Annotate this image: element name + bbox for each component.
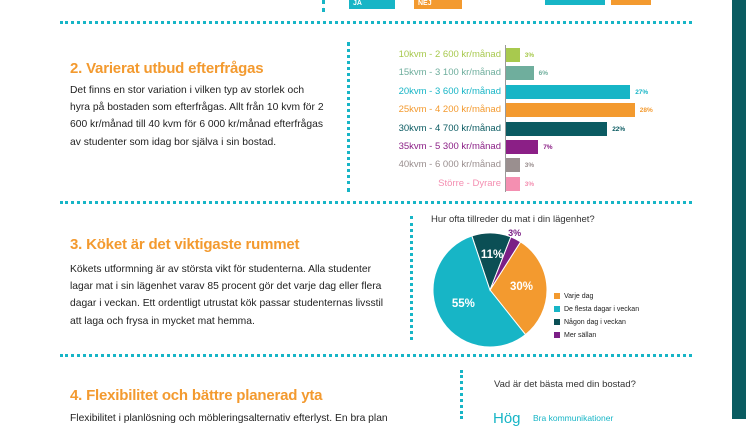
section-3-body: Kökets utformning är av största vikt för studenterna. Alla studenter lagar mat i sin lägenhet varav 85 procent gör det varje dag eller flera dagar i veckan. Ett ordentligt utrustat kök passar studenternas livsstil att laga och frysa in mycket mat hemma.	[70, 264, 384, 327]
bar	[506, 103, 635, 117]
legend-label: Någon dag i veckan	[564, 319, 626, 326]
section-3-heading: 3. Köket är det viktigaste rummet	[70, 236, 300, 253]
legend-item	[554, 306, 639, 313]
bar	[506, 158, 520, 172]
bar-value-label: 3%	[524, 180, 535, 188]
section-2-body: Det finns en stor variation i vilken typ av storlek och hyra på bostaden som efterfrågas. Allt från 10 kvm för 2 600 kr/månad till 40 kvm för 6 000 kr/månad efterfrågas av studenter som idag bor själva i sin bostad.	[70, 85, 324, 148]
word-cloud-communications: Bra kommunikationer	[533, 413, 614, 423]
section-4-heading: 4. Flexibilitet och bättre planerad yta	[70, 387, 323, 404]
pie-slice-label: 30%	[509, 281, 533, 294]
no-chip: NEJ	[414, 0, 462, 9]
bar-label: 30kvm - 4 700 kr/månad	[398, 122, 501, 134]
bar	[506, 48, 520, 62]
bar-label: Större - Dyrare	[438, 177, 501, 189]
legend-label: De flesta dagar i veckan	[564, 306, 640, 313]
legend-swatch	[554, 306, 560, 312]
bar-label: 40kvm - 6 000 kr/månad	[398, 159, 501, 171]
bar	[506, 66, 534, 80]
top-divider-vertical	[322, 0, 325, 12]
legend-label: Varje dag	[564, 293, 594, 300]
bar-value-label: 3%	[524, 162, 535, 170]
word-cloud-hog: Hög	[493, 410, 521, 427]
top-orange-chip	[611, 0, 651, 5]
legend-swatch	[554, 319, 560, 325]
bar-label: 35kvm - 5 300 kr/månad	[398, 141, 501, 152]
pie-slice-label: 55%	[451, 298, 475, 311]
bar-label: 25kvm - 4 200 kr/månad	[398, 104, 501, 116]
pie-slice-label: 3%	[508, 227, 522, 238]
bar-value-label: 7%	[543, 144, 553, 151]
best-about-home-question: Vad är det bästa med din bostad?	[494, 379, 636, 390]
bar	[506, 122, 607, 136]
section-3-divider-vertical	[410, 216, 413, 340]
section-4-body: Flexibilitet i planlösning och möbleringsalternativ efterlyst. En bra plan	[70, 413, 388, 424]
page-right-border	[732, 0, 746, 419]
legend-swatch	[554, 332, 560, 338]
legend-swatch	[554, 293, 560, 299]
bar-value-label: 27%	[635, 88, 649, 96]
pie-slice-label: 11%	[480, 249, 504, 261]
bar-label: 15kvm - 3 100 kr/månad	[398, 67, 501, 79]
section-2-heading: 2. Varierat utbud efterfrågas	[70, 60, 264, 77]
bar-value-label: 22%	[612, 125, 626, 133]
legend-item	[554, 293, 593, 300]
pie-svg	[430, 227, 570, 350]
bar-value-label: 6%	[538, 70, 548, 78]
pie-title: Hur ofta tillreder du mat i din lägenhet?	[431, 214, 595, 225]
bar-value-label: 28%	[639, 107, 653, 115]
legend-item	[554, 332, 596, 339]
legend-label: Mer sällan	[564, 332, 597, 339]
bar-value-label: 3%	[524, 52, 535, 59]
yes-chip: JA	[349, 0, 395, 9]
divider-2	[60, 201, 692, 204]
bar	[506, 140, 538, 154]
divider-top	[60, 21, 692, 24]
legend-item	[554, 319, 626, 326]
divider-3	[60, 354, 692, 357]
section-4-divider-vertical	[460, 370, 463, 419]
top-teal-chip	[545, 0, 605, 5]
bar-label: 10kvm - 2 600 kr/månad	[398, 49, 501, 60]
bar-label: 20kvm - 3 600 kr/månad	[398, 85, 501, 97]
bar	[506, 177, 520, 191]
bar	[506, 85, 630, 99]
